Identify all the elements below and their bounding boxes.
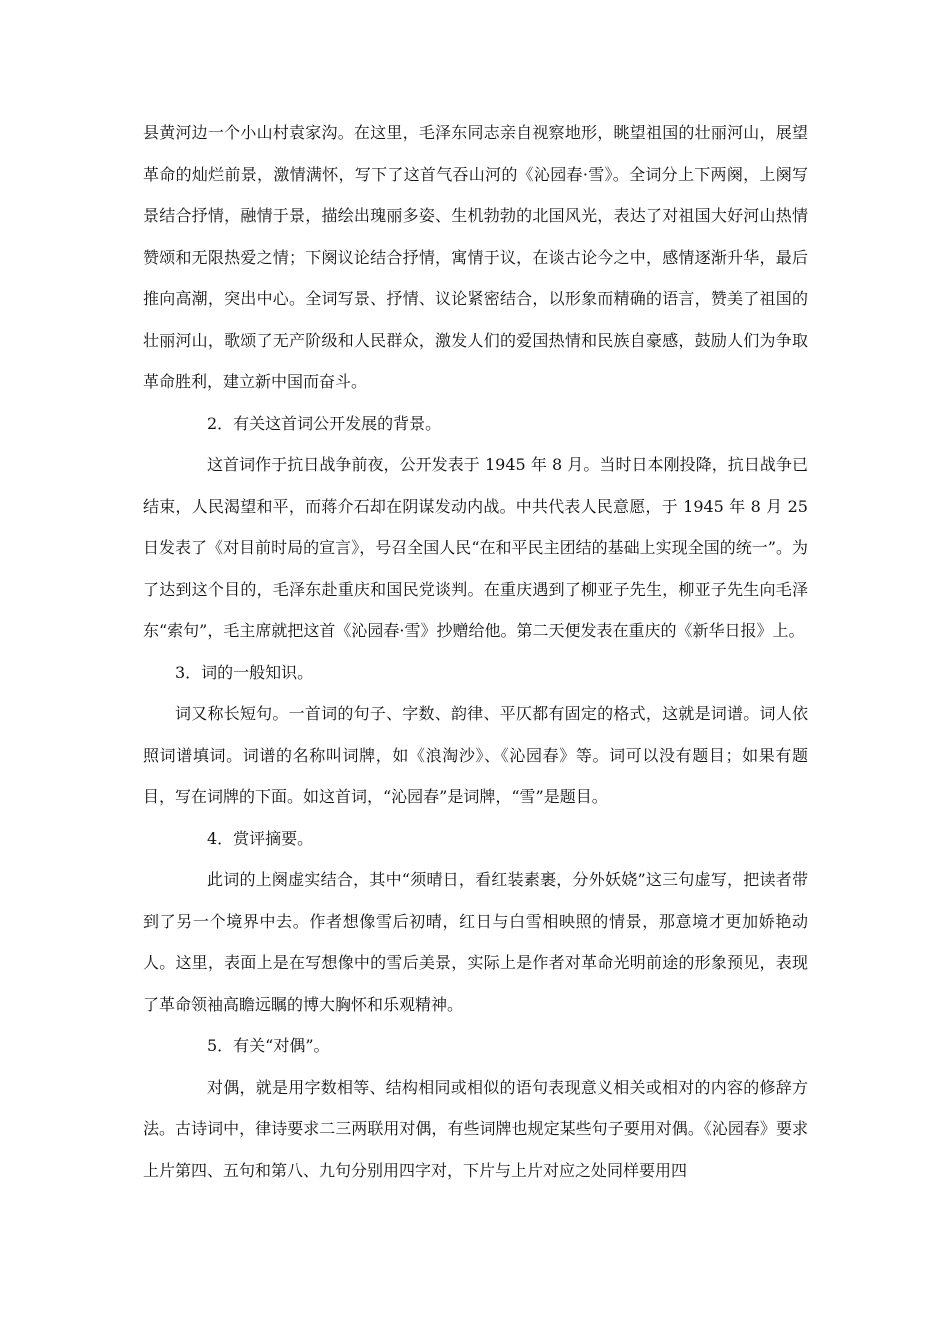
paragraph-background: 这首词作于抗日战争前夜，公开发表于 1945 年 8 月。当时日本刚投降，抗日战争已结束，人民渴望和平，而蒋介石却在阴谋发动内战。中共代表人民意愿，于 1945 年 8 月 25 日发表了《对目前时局的宣言》，号召全国人民“在和平民主团结的基础上实现全国的统一”。为了达到这个目的，毛泽东赴重庆和国民党谈判。在重庆遇到了柳亚子先生，柳亚子先生向毛泽东“索句”，毛主席就把这首《沁园春·雪》抄赠给他。第二天便发表在重庆的《新华日报》上。 (143, 455, 814, 640)
paragraph-review: 此词的上阕虚实结合，其中“须晴日，看红装素裹，分外妖娆”这三句虚写，把读者带到了另一个境界中去。作者想像雪后初晴，红日与白雪相映照的情景，那意境才更加娇艳动人。这里，表面上是在写想像中的雪后美景，实际上是作者对革命光明前途的形象预见，表现了革命领袖高瞻远瞩的博大胸怀和乐观精神。 (143, 870, 808, 1014)
paragraph-antithesis: 对偶，就是用字数相等、结构相同或相似的语句表现意义相关或相对的内容的修辞方法。古诗词中，律诗要求二三两联用对偶，有些词牌也规定某些句子要用对偶。《沁园春》要求上片第四、五句和第八、九句分别用四字对，下片与上片对应之处同样要用四 (143, 1077, 808, 1180)
section-heading-4: 4．赏评摘要。 (207, 828, 314, 848)
paragraph-continuation: 县黄河边一个小山村袁家沟。在这里，毛泽东同志亲自视察地形，眺望祖国的壮丽河山，展望革命的灿烂前景，激情满怀，写下了这首气吞山河的《沁园春·雪》。全词分上下两阕，上阕写景结合抒情，融情于景，描绘出瑰丽多姿、生机勃勃的北国风光，表达了对祖国大好河山热情赞颂和无限热爱之情；下阕议论结合抒情，寓情于议，在谈古论今之中，感情逐渐升华，最后推向高潮，突出中心。全词写景、抒情、议论紧密结合，以形象而精确的语言，赞美了祖国的壮丽河山，歌颂了无产阶级和人民群众，激发人们的爱国热情和民族自豪感，鼓励人们为争取革命胜利，建立新中国而奋斗。 (143, 123, 808, 391)
section-heading-2: 2．有关这首词公开发展的背景。 (207, 413, 442, 433)
document-page (143, 112, 814, 1191)
paragraph-ci-knowledge: 词又称长短句。一首词的句子、字数、韵律、平仄都有固定的格式，这就是词谱。词人依照词谱填词。词谱的名称叫词牌，如《浪淘沙》、《沁园春》等。词可以没有题目；如果有题目，写在词牌的下面。如这首词，“沁园春”是词牌，“雪”是题目。 (143, 704, 808, 806)
section-heading-3: 3．词的一般知识。 (175, 662, 314, 682)
section-heading-5: 5．有关“对偶”。 (207, 1036, 330, 1055)
